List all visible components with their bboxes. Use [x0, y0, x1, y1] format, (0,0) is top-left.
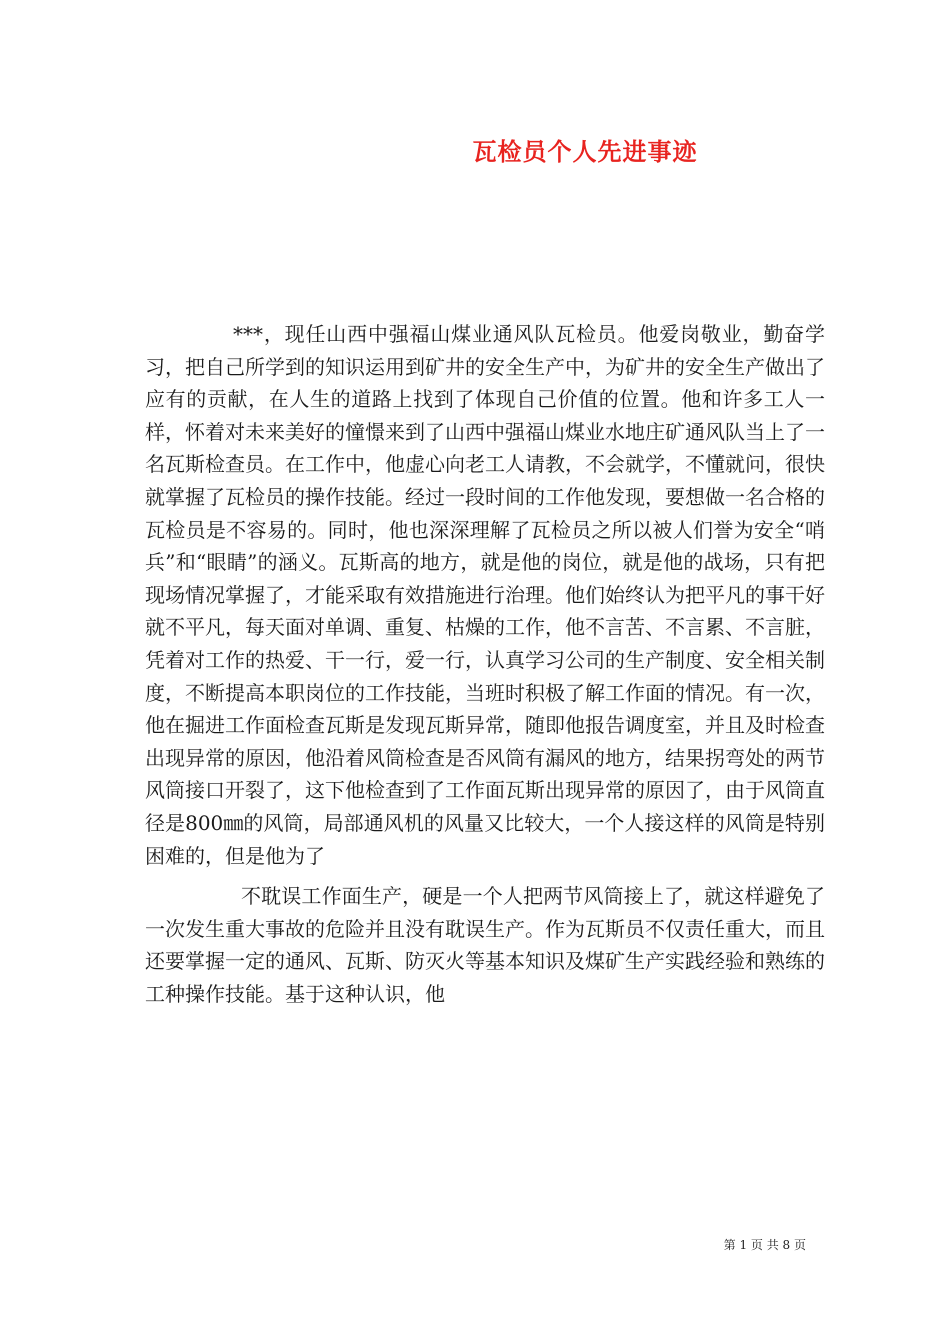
page-number: 第 1 页 共 8 页: [723, 1238, 806, 1252]
document-title: 瓦检员个人先进事迹: [472, 137, 698, 166]
paragraph-1: ***，现任山西中强福山煤业通风队瓦检员。他爱岗敬业，勤奋学习，把自己所学到的知识运用到矿井的安全生产中，为矿井的安全生产做出了应有的贡献，在人生的道路上找到了体现自己价值的位置。他和许多工人一样，怀着对未来美好的憧憬来到了山西中强福山煤业水地庄矿通风队当上了一名瓦斯检查员。在工作中，他虚心向老工人请教，不会就学，不懂就问，很快就掌握了瓦检员的操作技能。经过一段时间的工作他发现，要想做一名合格的瓦检员是不容易的。同时，他也深深理解了瓦检员之所以被人们誉为安全“哨兵”和“眼睛”的涵义。瓦斯高的地方，就是他的岗位，就是他的战场，只有把现场情况掌握了，才能采取有效措施进行治理。他们始终认为把平凡的事干好就不平凡，每天面对单调、重复、枯燥的工作，他不言苦、不言累、不言脏，凭着对工作的热爱、干一行，爱一行，认真学习公司的生产制度、安全相关制度，不断提高本职岗位的工作技能，当班时积极了解工作面的情况。有一次，他在掘进工作面检查瓦斯是发现瓦斯异常，随即他报告调度室，并且及时检查出现异常的原因，他沿着风筒检查是否风筒有漏风的地方，结果拐弯处的两节风筒接口开裂了，这下他检查到了工作面瓦斯出现异常的原因了，由于风筒直径是800㎜的风筒，局部通风机的风量又比较大，一个人接这样的风筒是特别困难的，但是他为了: [145, 322, 825, 868]
paragraph-2: 不耽误工作面生产，硬是一个人把两节风筒接上了，就这样避免了一次发生重大事故的危险并且没有耽误生产。作为瓦斯员不仅责任重大，而且还要掌握一定的通风、瓦斯、防灭火等基本知识及煤矿生产实践经验和熟练的工种操作技能。基于这种认识，他: [145, 884, 825, 1006]
document-body: [145, 318, 825, 1010]
